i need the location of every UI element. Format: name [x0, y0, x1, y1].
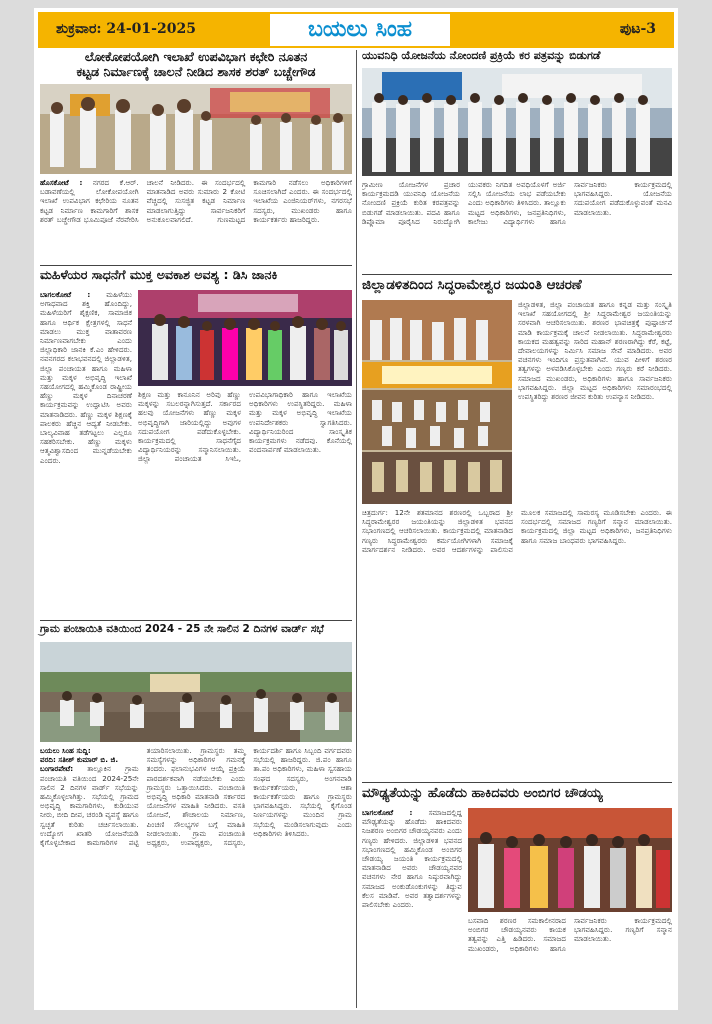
article-1-headline-line1: ಲೋಕೋಪಯೋಗಿ ಇಲಾಖೆ ಉಪವಿಭಾಗ ಕಛೇರಿ ನೂತನ — [84, 49, 308, 64]
article-4-right — [518, 300, 672, 504]
article-divider — [362, 274, 672, 275]
article-3-col2 — [138, 390, 352, 616]
article-3-col1 — [40, 290, 132, 616]
article-3-text-1: ಮಹಿಳೆಯು ಅಗಾಧವಾದ ಶಕ್ತಿ ಹೊಂದಿದ್ದು, ಮಹಿಳೆಯರಿಗೆ ಶೈಕ್ಷಣಿಕ, ಸಾಮಾಜಿಕ ಹಾಗೂ ಆರ್ಥಿಕ ಕ್ಷೇತ್ರಗಳಲ್ಲಿ ಸಾಧನೆ ಮಾಡಲು ಮುಕ್ತ ವಾತಾವರಣ ನಿರ್ಮಾಣವಾಗಬೇಕು ಎಂದು ಜಿಲ್ಲಾಧಿಕಾರಿ ಜಾನಕಿ ಕೆ.ಎಂ ಹೇಳಿದರು. ನವನಗರದ ಕಲಾಭವನದಲ್ಲಿ ಜಿಲ್ಲಾಡಳಿತ, ಜಿಲ್ಲಾ ಪಂಚಾಯತ ಹಾಗೂ ಮಹಿಳಾ ಮತ್ತು ಮಕ್ಕಳ ಅಭಿವೃದ್ಧಿ ಇಲಾಖೆ ಸಹಯೋಗದಲ್ಲಿ ಹಮ್ಮಿಕೊಂಡ ರಾಷ್ಟ್ರೀಯ ಹೆಣ್ಣು ಮಕ್ಕಳ ದಿನಾಚರಣೆ ಕಾರ್ಯಕ್ರಮವನ್ನು ಉದ್ಘಾಟಿಸಿ ಅವರು ಮಾತನಾಡಿದರು. ಹೆಣ್ಣು ಮಕ್ಕಳ ಶಿಕ್ಷಣಕ್ಕೆ ಪಾಲಕರು ಹೆಚ್ಚಿನ ಆದ್ಯತೆ ನೀಡಬೇಕು. ಬಾಲ್ಯವಿವಾಹ ತಡೆಗಟ್ಟಲು ಎಲ್ಲರೂ ಸಹಕರಿಸಬೇಕು. ಹೆಣ್ಣು ಮಕ್ಕಳು ಆತ್ಮವಿಶ್ವಾಸದಿಂದ ಮುನ್ನಡೆಯಬೇಕು ಎಂದರು. — [40, 290, 132, 465]
column-divider — [356, 50, 357, 1008]
masthead — [38, 12, 674, 48]
article-1-text: ನಗರದ ಕೆ.ಆರ್. ಬಡಾವಣೆಯಲ್ಲಿ ಲೋಕೋಪಯೋಗಿ ಇಲಾಖೆ ಉಪವಿಭಾಗ ಕಛೇರಿಯ ನೂತನ ಕಟ್ಟಡ ನಿರ್ಮಾಣ ಕಾಮಗಾರಿಗೆ ಶಾಸಕ ಶರತ್ ಬಚ್ಚೇಗೌಡ ಭೂಮಿಪೂಜೆ ನೆರವೇರಿಸಿ ಚಾಲನೆ ನೀಡಿದರು. ಈ ಸಂದರ್ಭದಲ್ಲಿ ಮಾತನಾಡಿದ ಅವರು ಸುಮಾರು 2 ಕೋಟಿ ವೆಚ್ಚದಲ್ಲಿ ಸುಸಜ್ಜಿತ ಕಟ್ಟಡ ನಿರ್ಮಾಣ ಮಾಡಲಾಗುತ್ತಿದ್ದು ಸಾರ್ವಜನಿಕರಿಗೆ ಅನುಕೂಲವಾಗಲಿದೆ. ಗುಣಮಟ್ಟದ ಕಾಮಗಾರಿ ನಡೆಸಲು ಅಧಿಕಾರಿಗಳಿಗೆ ಸೂಚಿಸಲಾಗಿದೆ ಎಂದರು. ಈ ಸಂದರ್ಭದಲ್ಲಿ ಇಲಾಖೆಯ ಎಂಜಿನಿಯರ್‌ಗಳು, ನಗರಸಭೆ ಸದಸ್ಯರು, ಮುಖಂಡರು ಹಾಗೂ ಕಾರ್ಯಕರ್ತರು ಹಾಜರಿದ್ದರು. — [40, 178, 352, 224]
article-6-text-right: ಬಸವಾದಿ ಶರಣರ ಸಮಕಾಲೀನರಾದ ಅಂಬಿಗರ ಚೌಡಯ್ಯನವರು ಕಾಯಕ ತತ್ವವನ್ನು ಎತ್ತಿ ಹಿಡಿದರು. ಸಮಾಜದ ಮುಖಂಡರು, ಅಧಿಕಾರಿಗಳು ಹಾಗೂ ಸಾರ್ವಜನಿಕರು ಕಾರ್ಯಕ್ರಮದಲ್ಲಿ ಭಾಗವಹಿಸಿದ್ದರು. ಗಣ್ಯರಿಗೆ ಸನ್ಮಾನ ಮಾಡಲಾಯಿತು. — [468, 916, 672, 953]
article-divider — [40, 265, 352, 266]
newspaper-title: ಬಯಲು ಸಿಂಹ — [270, 14, 450, 46]
article-6-left — [362, 808, 462, 1008]
article-6-headline: ಮೌಢ್ಯತೆಯನ್ನು ಹೊಡೆದು ಹಾಕಿದವರು ಅಂಬಿಗರ ಚೌಡಯ್ಯ — [362, 786, 603, 801]
article-6-photo — [468, 808, 672, 912]
article-3-photo — [138, 290, 352, 386]
article-6-dateline: ಬಾಗಲಕೋಟೆ : — [362, 808, 413, 817]
page-number: ಪುಟ-3 — [619, 21, 656, 37]
article-4-text-right: ಜಿಲ್ಲಾಡಳಿತ, ಜಿಲ್ಲಾ ಪಂಚಾಯತ ಹಾಗೂ ಕನ್ನಡ ಮತ್ತು ಸಂಸ್ಕೃತಿ ಇಲಾಖೆ ಸಹಯೋಗದಲ್ಲಿ ಶ್ರೀ ಸಿದ್ಧರಾಮೇಶ್ವರ ಜಯಂತಿಯನ್ನು ಸರಳವಾಗಿ ಆಚರಿಸಲಾಯಿತು. ಶರಣರ ಭಾವಚಿತ್ರಕ್ಕೆ ಪುಷ್ಪಾರ್ಚನೆ ಮಾಡಿ ಕಾರ್ಯಕ್ರಮಕ್ಕೆ ಚಾಲನೆ ನೀಡಲಾಯಿತು. ಸಿದ್ಧರಾಮೇಶ್ವರರು ಕಾಯಕದ ಮಹತ್ವವನ್ನು ಸಾರಿದ ಮಹಾನ್ ಶರಣರಾಗಿದ್ದು ಕೆರೆ, ಕಟ್ಟೆ, ದೇವಾಲಯಗಳನ್ನು ನಿರ್ಮಿಸಿ ಸಮಾಜ ಸೇವೆ ಮಾಡಿದರು. ಅವರ ವಚನಗಳು ಇಂದಿಗೂ ಪ್ರಸ್ತುತವಾಗಿವೆ. ಯುವ ಪೀಳಿಗೆ ಶರಣರ ತತ್ವಗಳನ್ನು ಅಳವಡಿಸಿಕೊಳ್ಳಬೇಕು ಎಂದು ಗಣ್ಯರು ಕರೆ ನೀಡಿದರು. ಸಮಾಜದ ಮುಖಂಡರು, ಅಧಿಕಾರಿಗಳು ಹಾಗೂ ಸಾರ್ವಜನಿಕರು ಭಾಗವಹಿಸಿದ್ದರು. ಜಿಲ್ಲಾ ಮಟ್ಟದ ಅಧಿಕಾರಿಗಳು ಸಮಾರಂಭದಲ್ಲಿ ಉಪಸ್ಥಿತರಿದ್ದು ಶರಣರ ಜೀವನ ಕುರಿತು ಉಪನ್ಯಾಸ ನೀಡಿದರು. — [518, 300, 672, 402]
article-1-headline — [40, 50, 352, 80]
article-divider — [362, 782, 672, 783]
article-5-headline: ಗ್ರಾಮ ಪಂಚಾಯಿತಿ ವತಿಯಿಂದ 2024 - 25 ನೇ ಸಾಲಿನ 2 ದಿನಗಳ ವಾರ್ಡ್ ಸಭೆ — [40, 623, 324, 635]
article-3-dateline: ಬಾಗಲಕೋಟೆ : — [40, 290, 91, 299]
article-5-text: ತಾಲ್ಲೂಕಿನ ಗ್ರಾಮ ಪಂಚಾಯತಿ ವತಿಯಿಂದ 2024-25ನೇ ಸಾಲಿನ 2 ದಿನಗಳ ವಾರ್ಡ್ ಸಭೆಯನ್ನು ಹಮ್ಮಿಕೊಳ್ಳಲಾಗಿತ್ತು. ಸಭೆಯಲ್ಲಿ ಗ್ರಾಮದ ಅಭಿವೃದ್ಧಿ ಕಾಮಗಾರಿಗಳು, ಕುಡಿಯುವ ನೀರು, ಬೀದಿ ದೀಪ, ಚರಂಡಿ ವ್ಯವಸ್ಥೆ ಹಾಗೂ ಸ್ವಚ್ಛತೆ ಕುರಿತು ಚರ್ಚಿಸಲಾಯಿತು. ಉದ್ಯೋಗ ಖಾತರಿ ಯೋಜನೆಯಡಿ ಕೈಗೊಳ್ಳಬೇಕಾದ ಕಾಮಗಾರಿಗಳ ಪಟ್ಟಿ ತಯಾರಿಸಲಾಯಿತು. ಗ್ರಾಮಸ್ಥರು ತಮ್ಮ ಸಮಸ್ಯೆಗಳನ್ನು ಅಧಿಕಾರಿಗಳ ಗಮನಕ್ಕೆ ತಂದರು. ಫಲಾನುಭವಿಗಳ ಆಯ್ಕೆ ಪ್ರಕ್ರಿಯೆ ಪಾರದರ್ಶಕವಾಗಿ ನಡೆಯಬೇಕು ಎಂದು ಗ್ರಾಮಸ್ಥರು ಒತ್ತಾಯಿಸಿದರು. ಪಂಚಾಯಿತಿ ಅಭಿವೃದ್ಧಿ ಅಧಿಕಾರಿ ಮಾತನಾಡಿ ಸರ್ಕಾರದ ಯೋಜನೆಗಳ ಮಾಹಿತಿ ನೀಡಿದರು. ವಸತಿ ಯೋಜನೆ, ಶೌಚಾಲಯ ನಿರ್ಮಾಣ, ಪಿಂಚಣಿ ಸೌಲಭ್ಯಗಳ ಬಗ್ಗೆ ಮಾಹಿತಿ ನೀಡಲಾಯಿತು. ಗ್ರಾಮ ಪಂಚಾಯಿತಿ ಅಧ್ಯಕ್ಷರು, ಉಪಾಧ್ಯಕ್ಷರು, ಸದಸ್ಯರು, ಕಾರ್ಯದರ್ಶಿ ಹಾಗೂ ಸಿಬ್ಬಂದಿ ವರ್ಗದವರು ಸಭೆಯಲ್ಲಿ ಹಾಜರಿದ್ದರು. ಜಿ.ಪಂ ಹಾಗೂ ತಾ.ಪಂ ಅಧಿಕಾರಿಗಳು, ಮಹಿಳಾ ಸ್ವಸಹಾಯ ಸಂಘದ ಸದಸ್ಯರು, ಅಂಗನವಾಡಿ ಕಾರ್ಯಕರ್ತೆಯರು, ಆಶಾ ಕಾರ್ಯಕರ್ತೆಯರು ಹಾಗೂ ಗ್ರಾಮಸ್ಥರು ಭಾಗವಹಿಸಿದ್ದರು. ಸಭೆಯಲ್ಲಿ ಕೈಗೊಂಡ ನಿರ್ಣಯಗಳನ್ನು ಮುಂದಿನ ಗ್ರಾಮ ಸಭೆಯಲ್ಲಿ ಮಂಡಿಸಲಾಗುವುದು ಎಂದು ಅಧಿಕಾರಿಗಳು ತಿಳಿಸಿದರು. — [40, 746, 352, 848]
article-4-photo — [362, 300, 512, 504]
article-1-body — [40, 178, 352, 260]
article-3-text-2: ಶಿಕ್ಷಣ ಮತ್ತು ಕಾನೂನಿನ ಅರಿವು ಹೆಣ್ಣು ಮಕ್ಕಳನ್ನು ಸಬಲರನ್ನಾಗಿಸುತ್ತದೆ. ಸರ್ಕಾರದ ಹಲವು ಯೋಜನೆಗಳು ಹೆಣ್ಣು ಮಕ್ಕಳ ಅಭಿವೃದ್ಧಿಗಾಗಿ ಜಾರಿಯಲ್ಲಿದ್ದು ಅವುಗಳ ಸದುಪಯೋಗ ಪಡೆದುಕೊಳ್ಳಬೇಕು. ಕಾರ್ಯಕ್ರಮದಲ್ಲಿ ಸಾಧನೆಗೈದ ವಿದ್ಯಾರ್ಥಿನಿಯರನ್ನು ಸನ್ಮಾನಿಸಲಾಯಿತು. ಜಿಲ್ಲಾ ಪಂಚಾಯತ ಸಿಇಓ, ಉಪವಿಭಾಗಾಧಿಕಾರಿ ಹಾಗೂ ಇಲಾಖೆಯ ಅಧಿಕಾರಿಗಳು ಉಪಸ್ಥಿತರಿದ್ದರು. ಮಹಿಳಾ ಮತ್ತು ಮಕ್ಕಳ ಅಭಿವೃದ್ಧಿ ಇಲಾಖೆಯ ಉಪನಿರ್ದೇಶಕರು ಸ್ವಾಗತಿಸಿದರು. ವಿದ್ಯಾರ್ಥಿನಿಯರಿಂದ ಸಾಂಸ್ಕೃತಿಕ ಕಾರ್ಯಕ್ರಮಗಳು ನಡೆದವು. ಕೊನೆಯಲ್ಲಿ ವಂದನಾರ್ಪಣೆ ಮಾಡಲಾಯಿತು. — [138, 390, 352, 464]
article-4-text-left: ಚಿತ್ರದುರ್ಗ: 12ನೇ ಶತಮಾನದ ಶರಣರಲ್ಲಿ ಒಬ್ಬರಾದ ಶ್ರೀ ಸಿದ್ಧರಾಮೇಶ್ವರರ ಜಯಂತಿಯನ್ನು ಜಿಲ್ಲಾಡಳಿತ ಭವನದ ಸಭಾಂಗಣದಲ್ಲಿ ಆಚರಿಸಲಾಯಿತು. ಕಾರ್ಯಕ್ರಮದಲ್ಲಿ ಮಾತನಾಡಿದ ಗಣ್ಯರು ಸಿದ್ಧರಾಮೇಶ್ವರರು ಕರ್ಮಯೋಗಿಗಳಾಗಿ ಸಮಾಜಕ್ಕೆ ಮಾರ್ಗದರ್ಶನ ನೀಡಿದರು. ಅವರ ಆದರ್ಶಗಳನ್ನು ಪಾಲಿಸುವ ಮೂಲಕ ಸಮಾಜದಲ್ಲಿ ಸಾಮರಸ್ಯ ಮೂಡಿಸಬೇಕು ಎಂದರು. ಈ ಸಂದರ್ಭದಲ್ಲಿ ಸಮಾಜದ ಗಣ್ಯರಿಗೆ ಸನ್ಮಾನ ಮಾಡಲಾಯಿತು. ಕಾರ್ಯಕ್ರಮದಲ್ಲಿ ಜಿಲ್ಲಾ ಮಟ್ಟದ ಅಧಿಕಾರಿಗಳು, ಜನಪ್ರತಿನಿಧಿಗಳು ಹಾಗೂ ಸಮಾಜ ಬಾಂಧವರು ಭಾಗವಹಿಸಿದ್ದರು. — [362, 508, 672, 554]
article-6-text-left: ಸಮಾಜದಲ್ಲಿದ್ದ ಮೌಢ್ಯತೆಯನ್ನು ಹೊಡೆದು ಹಾಕಿದವರು ನಿಜಶರಣ ಅಂಬಿಗರ ಚೌಡಯ್ಯನವರು ಎಂದು ಗಣ್ಯರು ಹೇಳಿದರು. ಜಿಲ್ಲಾಡಳಿತ ಭವನದ ಸಭಾಂಗಣದಲ್ಲಿ ಹಮ್ಮಿಕೊಂಡ ಅಂಬಿಗರ ಚೌಡಯ್ಯ ಜಯಂತಿ ಕಾರ್ಯಕ್ರಮದಲ್ಲಿ ಮಾತನಾಡಿದ ಅವರು ಚೌಡಯ್ಯನವರ ವಚನಗಳು ನೇರ ಹಾಗೂ ನಿಷ್ಠುರವಾಗಿದ್ದು ಸಮಾಜದ ಅಂಕುಡೊಂಕುಗಳನ್ನು ತಿದ್ದುವ ಕೆಲಸ ಮಾಡಿವೆ. ಅವರ ತತ್ವಾದರ್ಶಗಳನ್ನು ಪಾಲಿಸಬೇಕು ಎಂದರು. — [362, 808, 462, 910]
article-4-headline: ಜಿಲ್ಲಾಡಳಿತದಿಂದ ಸಿದ್ಧರಾಮೇಶ್ವರ ಜಯಂತಿ ಆಚರಣೆ — [362, 277, 582, 293]
article-3-headline: ಮಹಿಳೆಯರ ಸಾಧನೆಗೆ ಮುಕ್ತ ಅವಕಾಶ ಅವಶ್ಯ : ಡಿಸಿ ಜಾನಕಿ — [40, 267, 278, 282]
article-5-body — [40, 746, 352, 1008]
article-2-body — [362, 180, 672, 272]
article-5-photo — [40, 642, 352, 742]
article-5-byline: ಬಯಲು ಸಿಂಹ ಸುದ್ದಿ: — [40, 746, 91, 755]
article-1-headline-line2: ಕಟ್ಟಡ ನಿರ್ಮಾಣಕ್ಕೆ ಚಾಲನೆ ನೀಡಿದ ಶಾಸಕ ಶರತ್ ಬಚ್ಚೇಗೌಡ — [76, 63, 316, 79]
issue-date: ಶುಕ್ರವಾರ: 24-01-2025 — [56, 21, 196, 37]
article-divider — [40, 620, 352, 621]
article-2-photo — [362, 68, 672, 176]
article-4-body — [362, 508, 672, 778]
newspaper-page — [34, 8, 678, 1010]
article-1-dateline: ಹೊಸಕೋಟೆ : — [40, 178, 83, 187]
article-2-headline: ಯುವನಿಧಿ ಯೋಜನೆಯ ನೋಂದಣಿ ಪ್ರಕ್ರಿಯೆ ಕರ ಪತ್ರವನ್ನು ಬಿಡುಗಡೆ — [362, 49, 601, 62]
article-1-photo — [40, 84, 352, 174]
article-5-dateline: ಬಂಗಾರಪೇಟೆ: — [40, 764, 74, 774]
article-2-text: ಗ್ರಾಮೀಣ ಯೋಜನೆಗಳ ಪ್ರಚಾರ ಕಾರ್ಯಕ್ರಮದಡಿ ಯುವನಿಧಿ ಯೋಜನೆಯ ನೋಂದಣಿ ಪ್ರಕ್ರಿಯೆ ಕುರಿತ ಕರಪತ್ರವನ್ನು ಬಿಡುಗಡೆ ಮಾಡಲಾಯಿತು. ಪದವಿ ಹಾಗೂ ಡಿಪ್ಲೊಮಾ ಪೂರೈಸಿದ ನಿರುದ್ಯೋಗಿ ಯುವಕರು ನಿಗದಿತ ಅವಧಿಯೊಳಗೆ ಅರ್ಜಿ ಸಲ್ಲಿಸಿ ಯೋಜನೆಯ ಲಾಭ ಪಡೆಯಬೇಕು ಎಂದು ಅಧಿಕಾರಿಗಳು ತಿಳಿಸಿದರು. ತಾಲ್ಲೂಕು ಮಟ್ಟದ ಅಧಿಕಾರಿಗಳು, ಜನಪ್ರತಿನಿಧಿಗಳು, ಕಾಲೇಜು ವಿದ್ಯಾರ್ಥಿಗಳು ಹಾಗೂ ಸಾರ್ವಜನಿಕರು ಕಾರ್ಯಕ್ರಮದಲ್ಲಿ ಭಾಗವಹಿಸಿದ್ದರು. ಯೋಜನೆಯ ಸದುಪಯೋಗ ಪಡೆದುಕೊಳ್ಳುವಂತೆ ಮನವಿ ಮಾಡಲಾಯಿತು. — [362, 180, 672, 226]
article-6-right — [468, 916, 672, 1008]
article-5-reporter: ವರದಿ: ಸತೀಶ್ ಕುಮಾರ್ ಬಿ. ಜಿ. — [40, 755, 119, 765]
